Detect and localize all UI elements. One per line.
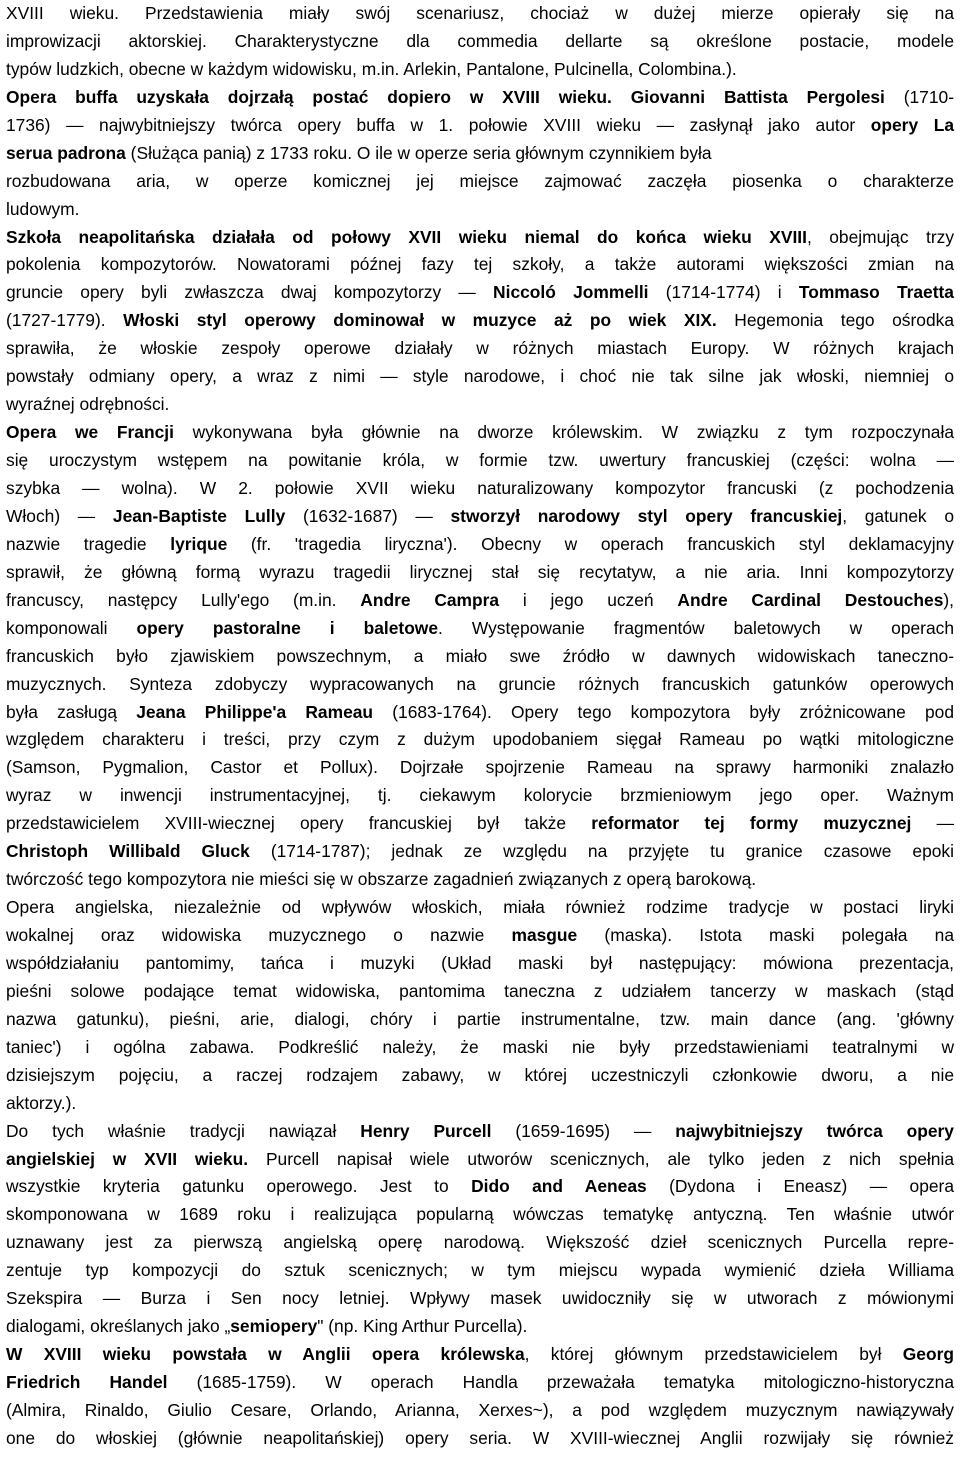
- text-span: dialogami, określanych jako „: [6, 1316, 231, 1337]
- text-span: sprawiła, że włoskie zespoły operowe działały w różnych miastach Europy. W różnych krajach: [6, 338, 954, 359]
- text-line: [6, 671, 954, 698]
- text-span: sprawił, że główną formą wyrazu tragedii lirycznej stał się recytatyw, a nie aria. Inni kompozytorzy: [6, 561, 954, 582]
- text-line: [6, 503, 954, 530]
- text-line: [6, 1006, 954, 1033]
- text-span: francuskich było zjawiskiem powszechnym, a miało swe źródło w dawnych widowiskach taneczno-: [6, 645, 954, 666]
- text-span: wykonywana była głównie na dworze królewskim. W związku z tym rozpoczynała: [173, 422, 954, 443]
- text-span: (1659-1695) —: [491, 1120, 676, 1141]
- text-line: [6, 1313, 954, 1340]
- text-span: rozbudowana aria, w operze komicznej jej miejsce zajmować zaczęła piosenka o charakterze: [6, 170, 954, 191]
- text-span: (1714-1774) i: [648, 282, 799, 303]
- text-span: (1683-1764). Opery tego kompozytora były zróżnicowane pod: [373, 701, 955, 722]
- text-line: [6, 1118, 954, 1145]
- text-line: [6, 894, 954, 921]
- text-span: pieśni solowe podające temat widowiska, pantomima taneczna z udziałem tancerzy w maskach (stąd: [6, 980, 954, 1001]
- bold-text: opery pastoralne i baletowe: [136, 617, 439, 638]
- bold-text: Niccoló Jommelli: [493, 282, 649, 303]
- bold-text: W XVIII wieku powstała w Anglii opera królewska: [6, 1344, 525, 1365]
- text-span: Szekspira — Burza i Sen nocy letniej. Wpływy masek uwidoczniły się w utworach z mówionymi: [6, 1288, 954, 1309]
- text-line: [6, 1397, 954, 1424]
- text-line: [6, 1034, 954, 1061]
- text-line: [6, 1285, 954, 1312]
- text-line: [6, 56, 954, 83]
- bold-text: Giovanni Battista Pergolesi: [630, 86, 885, 107]
- text-line: [6, 1257, 954, 1284]
- text-span: wyraźnej odrębności.: [6, 394, 170, 415]
- text-line: [6, 615, 954, 642]
- text-span: współdziałaniu pantomimy, tańca i muzyki (Układ maski był następujący: mówiona prezentacja,: [6, 952, 954, 973]
- text-span: —: [911, 813, 954, 834]
- bold-text: Szkoła neapolitańska działała od połowy XVII wieku niemal do końca wieku XVIII: [6, 226, 807, 247]
- bold-text: Włoski styl operowy dominował w muzyce aż po wiek XIX.: [123, 310, 717, 331]
- bold-text: Tommaso Traetta: [798, 282, 954, 303]
- text-line: [6, 838, 954, 865]
- bold-text: Jeana Philippe'a Rameau: [136, 701, 374, 722]
- text-span: pokolenia kompozytorów. Nowatorami późnej fazy tej szkoły, a także autorami większości zmian na: [6, 254, 954, 275]
- text-span: 1736) — najwybitniejszy twórca opery buffa w 1. połowie XVIII wieku — zasłynął jako autor: [6, 114, 871, 135]
- text-line: [6, 1341, 954, 1368]
- text-line: [6, 978, 954, 1005]
- text-span: się uroczystym wstępem na powitanie króla, w formie tzw. uwertury francuskiej (części: wolna —: [6, 450, 954, 471]
- text-span: muzycznych. Synteza zdobyczy wypracowanych na gruncie różnych francuskich gatunków operowych: [6, 673, 954, 694]
- bold-text: Dido and Aeneas: [471, 1176, 647, 1197]
- text-span: [612, 87, 631, 107]
- bold-text: Opera buffa uzyskała dojrzałą postać dopiero w XVIII wieku.: [6, 86, 612, 107]
- text-span: zentuje typ kompozycji do sztuk scenicznych; w tym miejscu wypada wymienić dzieła Williama: [6, 1260, 954, 1281]
- text-line: [6, 1425, 954, 1452]
- text-span: (Służąca panią) z 1733 roku. O ile w operze seria głównym czynnikiem była: [125, 142, 712, 163]
- text-line: [6, 196, 954, 223]
- bold-text: lyrique: [170, 533, 228, 554]
- text-line: [6, 391, 954, 418]
- text-span: gruncie opery byli zwłaszcza dwaj kompozytorzy —: [6, 282, 494, 303]
- text-line: [6, 1090, 954, 1117]
- text-span: . Występowanie fragmentów baletowych w operach: [438, 617, 954, 638]
- text-span: dzisiejszym pojęciu, a raczej rodzajem zabawy, w której uczestniczyli członkowie dworu, a nie: [6, 1064, 954, 1085]
- bold-text: Henry Purcell: [360, 1120, 492, 1141]
- text-span: Włoch) —: [6, 505, 113, 526]
- text-span: wszystkie kryteria gatunku operowego. Jest to: [6, 1176, 472, 1197]
- bold-text: Andre Campra: [360, 589, 500, 610]
- text-span: Hegemonia tego ośrodka: [716, 310, 955, 331]
- text-span: była zasługą: [6, 701, 137, 722]
- text-span: ),: [943, 589, 954, 610]
- text-line: [6, 307, 954, 334]
- text-line: [6, 363, 954, 390]
- bold-text: Georg: [902, 1344, 954, 1365]
- text-span: względem charakteru i treści, przy czym z dużym upodobaniem sięgał Rameau po wątki mitologiczne: [6, 729, 954, 750]
- bold-text: Christoph Willibald Gluck: [6, 841, 250, 862]
- text-line: [6, 754, 954, 781]
- text-span: , gatunek o: [842, 505, 955, 526]
- text-span: Purcell napisał wiele utworów scenicznych, ale tylko jeden z nich spełnia: [248, 1148, 954, 1169]
- text-line: [6, 1201, 954, 1228]
- text-span: (1632-1687) —: [285, 505, 451, 526]
- text-line: [6, 475, 954, 502]
- text-line: [6, 922, 954, 949]
- text-span: skomponowana w 1689 roku i realizująca popularną wówczas tematykę antyczną. Ten właśnie utwór: [6, 1204, 954, 1225]
- text-line: [6, 866, 954, 893]
- text-line: [6, 168, 954, 195]
- bold-text: opery La: [870, 114, 955, 135]
- text-span: i jego uczeń: [499, 589, 678, 610]
- text-span: one do włoskiej (głównie neapolitańskiej) opery seria. W XVIII-wiecznej Anglii rozwijały się również: [6, 1427, 954, 1448]
- bold-text: Friedrich Handel: [6, 1372, 168, 1393]
- text-span: aktorzy.).: [6, 1092, 77, 1113]
- text-span: " (np. King Arthur Purcella).: [317, 1316, 528, 1337]
- text-span: (1727-1779).: [6, 310, 124, 331]
- text-line: [6, 1369, 954, 1396]
- bold-text: semiopery: [230, 1316, 318, 1337]
- text-span: (Samson, Pygmalion, Castor et Pollux). Dojrzałe spojrzenie Rameau na sprawy harmoniki znalazło: [6, 757, 954, 778]
- text-line: [6, 112, 954, 139]
- bold-text: reformator tej formy muzycznej: [591, 813, 912, 834]
- bold-text: najwybitniejszy twórca opery: [675, 1120, 954, 1141]
- text-span: ludowym.: [6, 198, 80, 219]
- text-span: (1714-1787); jednak ze względu na przyjęte tu granice czasowe epoki: [249, 841, 954, 862]
- text-line: [6, 531, 954, 558]
- text-span: uznawany jest za pierwszą angielską operę narodową. Większość dzieł scenicznych Purcella repre-: [6, 1232, 954, 1253]
- text-line: [6, 279, 954, 306]
- text-span: powstały odmiany opery, a wraz z nimi — style narodowe, i choć nie tak silne jak włoski, niemniej o: [6, 366, 954, 387]
- text-line: [6, 0, 954, 27]
- bold-text: Andre Cardinal Destouches: [677, 589, 944, 610]
- bold-text: stworzył narodowy styl opery francuskiej: [450, 505, 843, 526]
- text-span: (Dydona i Eneasz) — opera: [646, 1176, 954, 1197]
- text-span: wyraz w inwencji instrumentacyjnej, tj. ciekawym kolorycie brzmieniowym jego oper. Ważnym: [6, 785, 954, 806]
- text-line: [6, 335, 954, 362]
- text-span: (fr. 'tragedia liryczna'). Obecny w operach francuskich styl deklamacyjny: [227, 533, 954, 554]
- text-line: [6, 726, 954, 753]
- text-span: przedstawicielem XVIII-wiecznej opery francuskiej był także: [6, 813, 592, 834]
- text-span: Opera angielska, niezależnie od wpływów włoskich, miała również rodzime tradycje w postaci liryki: [6, 897, 954, 918]
- text-line: [6, 447, 954, 474]
- text-line: [6, 84, 954, 111]
- text-line: [6, 643, 954, 670]
- bold-text: angielskiej w XVII wieku.: [6, 1148, 249, 1169]
- text-line: [6, 1146, 954, 1173]
- bold-text: Opera we Francji: [6, 422, 174, 443]
- text-span: typów ludzkich, obecne w każdym widowisku, m.in. Arlekin, Pantalone, Pulcinella, Colombina.).: [6, 58, 737, 79]
- text-line: [6, 419, 954, 446]
- text-line: [6, 782, 954, 809]
- text-span: , której głównym przedstawicielem był: [524, 1344, 903, 1365]
- text-span: szybka — wolna). W 2. połowie XVII wieku naturalizowany kompozytor francuski (z pochodzenia: [6, 477, 954, 498]
- text-line: [6, 1229, 954, 1256]
- text-line: [6, 950, 954, 977]
- text-span: (1710-: [884, 86, 954, 107]
- text-span: nazwie tragedie: [6, 533, 171, 554]
- text-span: improwizacji aktorskiej. Charakterystyczne dla commedia dellarte są określone postacie, modele: [6, 30, 954, 51]
- text-line: [6, 810, 954, 837]
- text-line: [6, 251, 954, 278]
- bold-text: Jean-Baptiste Lully: [112, 505, 286, 526]
- text-span: (Almira, Rinaldo, Giulio Cesare, Orlando, Arianna, Xerxes~), a pod względem muzycznym nawiązywały: [6, 1400, 954, 1420]
- text-line: [6, 1173, 954, 1200]
- text-span: wokalnej oraz widowiska muzycznego o nazwie: [6, 925, 512, 946]
- text-line: [6, 224, 954, 251]
- text-span: taniec') i ogólna zabawa. Podkreślić należy, że maski nie były przedstawieniami teatralnymi w: [6, 1036, 954, 1057]
- text-span: komponowali: [6, 617, 137, 638]
- text-line: [6, 140, 954, 167]
- bold-text: masgue: [511, 925, 578, 946]
- text-span: (1685-1759). W operach Handla przeważała tematyka mitologiczno-historyczna: [167, 1372, 954, 1393]
- text-span: XVIII wieku. Przedstawienia miały swój scenariusz, chociaż w dużej mierze opierały się na: [6, 3, 954, 23]
- text-line: [6, 699, 954, 726]
- bold-text: serua padrona: [6, 142, 126, 163]
- text-line: [6, 587, 954, 614]
- text-span: francuscy, następcy Lully'ego (m.in.: [6, 589, 361, 610]
- text-span: (maska). Istota maski polegała na: [577, 925, 954, 946]
- text-span: twórczość tego kompozytora nie mieści się w obszarze zagadnień związanych z operą barokową.: [6, 869, 757, 890]
- text-line: [6, 28, 954, 55]
- text-span: , obejmując trzy: [806, 226, 955, 247]
- text-line: [6, 559, 954, 586]
- text-line: [6, 1062, 954, 1089]
- text-span: Do tych właśnie tradycji nawiązał: [6, 1120, 361, 1141]
- text-span: nazwa gatunku), pieśni, arie, dialogi, chóry i partie instrumentalne, tzw. main dance (ang. 'główny: [6, 1008, 954, 1029]
